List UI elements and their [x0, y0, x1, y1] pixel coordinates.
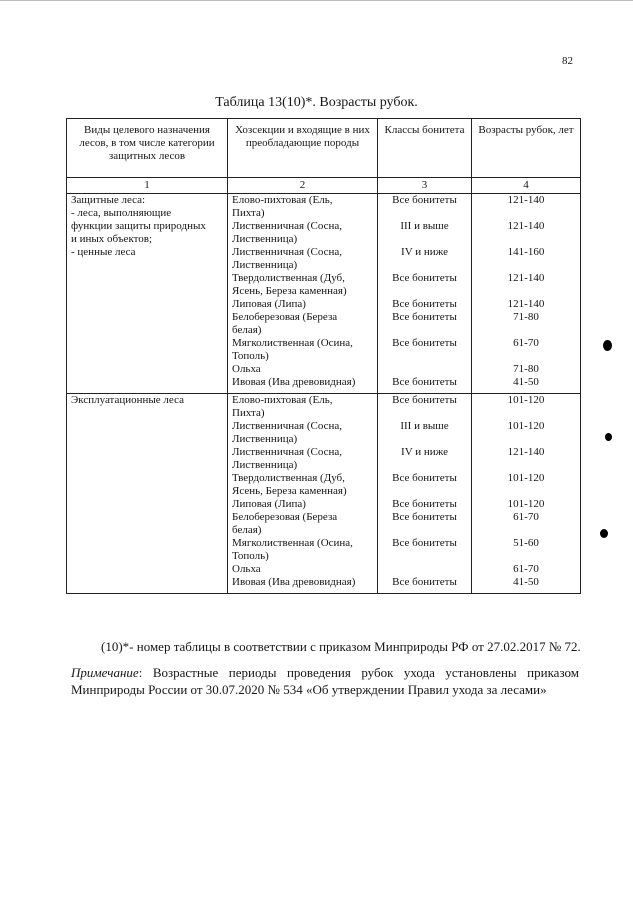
- category-line: функции защиты природных: [71, 220, 206, 232]
- species-line: Лиственница): [232, 459, 298, 471]
- species-entry: [232, 537, 373, 563]
- species-entry: [232, 363, 373, 376]
- group-spacer: [476, 389, 576, 393]
- species-line: Пихта): [232, 407, 265, 419]
- age-value: 101-120: [507, 420, 545, 432]
- column-number: 1: [67, 178, 228, 194]
- species-entry: [232, 563, 373, 576]
- class-value: Все бонитеты: [392, 394, 457, 406]
- group-spacer: [232, 589, 373, 593]
- age-value: 121-140: [507, 220, 545, 232]
- species-line: Белоберезовая (Береза: [232, 511, 338, 523]
- header-species: Хозсекции и входящие в них преобладающие породы: [228, 119, 378, 178]
- age-value: 51-60: [513, 537, 539, 549]
- species-line: Лиственничная (Сосна,: [232, 446, 342, 458]
- species-entry: [232, 420, 373, 446]
- page-number: 82: [562, 55, 573, 67]
- species-line: Белоберезовая (Береза: [232, 311, 338, 323]
- species-line: Мягколиственная (Осина,: [232, 537, 353, 549]
- species-line: Ясень, Береза каменная): [232, 485, 347, 497]
- table-header-row: [67, 119, 581, 178]
- age-cell: [472, 194, 581, 394]
- species-line: белая): [232, 324, 262, 336]
- species-line: Лиственница): [232, 233, 298, 245]
- species-line: Лиственничная (Сосна,: [232, 220, 342, 232]
- header-class: Классы бонитета: [378, 119, 472, 178]
- species-entry: [232, 298, 373, 311]
- column-number: 3: [378, 178, 472, 194]
- species-entry: [232, 472, 373, 498]
- column-number: 2: [228, 178, 378, 194]
- class-value: [382, 363, 467, 376]
- species-line: Ольха: [232, 563, 261, 575]
- species-line: Ивовая (Ива древовидная): [232, 376, 356, 388]
- species-entry: [232, 376, 373, 389]
- category-line: и иных объектов;: [71, 233, 153, 245]
- species-entry: [232, 311, 373, 337]
- category-cell: [67, 394, 228, 594]
- species-line: Липовая (Липа): [232, 298, 306, 310]
- species-cell: [228, 194, 378, 394]
- age-value: 61-70: [513, 563, 539, 575]
- header-age: Возрасты рубок, лет: [472, 119, 581, 178]
- note-paragraph: [71, 664, 579, 698]
- species-line: Лиственница): [232, 433, 298, 445]
- age-value: 71-80: [513, 363, 539, 375]
- column-number-row: [67, 178, 581, 194]
- species-entry: [232, 446, 373, 472]
- class-value: Все бонитеты: [392, 311, 457, 323]
- age-value: 141-160: [507, 246, 545, 258]
- column-number: 4: [472, 178, 581, 194]
- class-cell: [378, 394, 472, 594]
- table-footnote: (10)*- номер таблицы в соответствии с приказом Минприроды РФ от 27.02.2017 № 72.: [101, 639, 581, 654]
- species-line: Твердолиственная (Дуб,: [232, 472, 345, 484]
- note-label: Примечание: [71, 665, 139, 680]
- species-entry: [232, 220, 373, 246]
- species-line: Липовая (Липа): [232, 498, 306, 510]
- age-value: 71-80: [513, 311, 539, 323]
- category-line: Эксплуатационные леса: [71, 394, 184, 406]
- species-line: Ольха: [232, 363, 261, 375]
- species-line: Мягколиственная (Осина,: [232, 337, 353, 349]
- class-value: III и выше: [400, 420, 449, 432]
- species-line: Ясень, Береза каменная): [232, 285, 347, 297]
- class-value: III и выше: [400, 220, 449, 232]
- category-line: - леса, выполняющие: [71, 207, 172, 219]
- species-line: Елово-пихтовая (Ель,: [232, 394, 333, 406]
- species-line: Ивовая (Ива древовидная): [232, 576, 356, 588]
- age-value: 101-120: [507, 394, 545, 406]
- species-line: Пихта): [232, 207, 265, 219]
- class-value: [382, 563, 467, 576]
- class-value: Все бонитеты: [392, 376, 457, 388]
- punch-hole-mark: [605, 433, 612, 441]
- species-entry: [232, 246, 373, 272]
- table-title: Таблица 13(10)*. Возрасты рубок.: [215, 95, 418, 110]
- category-cell: [67, 194, 228, 394]
- age-value: 101-120: [507, 472, 545, 484]
- species-line: Лиственничная (Сосна,: [232, 246, 342, 258]
- species-entry: [232, 272, 373, 298]
- class-value: Все бонитеты: [392, 272, 457, 284]
- species-line: Тополь): [232, 350, 269, 362]
- group-spacer: [476, 589, 576, 593]
- age-value: 41-50: [513, 376, 539, 388]
- species-line: Лиственница): [232, 259, 298, 271]
- species-entry: [232, 511, 373, 537]
- species-cell: [228, 394, 378, 594]
- age-value: 41-50: [513, 576, 539, 588]
- header-purpose: Виды целевого назначения лесов, в том числе категории защитных лесов: [67, 119, 228, 178]
- top-rule: [0, 0, 633, 1]
- age-value: 101-120: [507, 498, 545, 510]
- class-value: Все бонитеты: [392, 337, 457, 349]
- species-line: Тополь): [232, 550, 269, 562]
- class-value: Все бонитеты: [392, 298, 457, 310]
- cutting-ages-table: [66, 118, 581, 594]
- class-value: Все бонитеты: [392, 576, 457, 588]
- category-line: - ценные леса: [71, 246, 136, 258]
- species-line: Лиственничная (Сосна,: [232, 420, 342, 432]
- punch-hole-mark: [603, 340, 612, 351]
- class-value: IV и ниже: [401, 446, 448, 458]
- class-value: Все бонитеты: [392, 498, 457, 510]
- age-value: 121-140: [507, 298, 545, 310]
- class-value: IV и ниже: [401, 246, 448, 258]
- age-value: 61-70: [513, 511, 539, 523]
- class-cell: [378, 194, 472, 394]
- group-spacer: [382, 389, 467, 393]
- species-entry: [232, 576, 373, 589]
- class-value: Все бонитеты: [392, 472, 457, 484]
- protective-forests-group: [67, 194, 581, 394]
- class-value: Все бонитеты: [392, 194, 457, 206]
- species-entry: [232, 194, 373, 220]
- species-entry: [232, 394, 373, 420]
- species-line: Твердолиственная (Дуб,: [232, 272, 345, 284]
- age-value: 61-70: [513, 337, 539, 349]
- age-value: 121-140: [507, 272, 545, 284]
- species-line: Елово-пихтовая (Ель,: [232, 194, 333, 206]
- species-entry: [232, 337, 373, 363]
- species-line: белая): [232, 524, 262, 536]
- punch-hole-mark: [600, 529, 608, 538]
- group-spacer: [382, 589, 467, 593]
- age-value: 121-140: [507, 194, 545, 206]
- species-entry: [232, 498, 373, 511]
- category-line: Защитные леса:: [71, 194, 146, 206]
- class-value: Все бонитеты: [392, 511, 457, 523]
- note-text: : Возрастные периоды проведения рубок ухода установлены приказом Минприроды России от 30.07.2020 № 534 «Об утверждении Правил ухода за лесами»: [71, 665, 579, 697]
- age-value: 121-140: [507, 446, 545, 458]
- class-value: Все бонитеты: [392, 537, 457, 549]
- age-cell: [472, 394, 581, 594]
- exploitation-forests-group: [67, 394, 581, 594]
- group-spacer: [232, 389, 373, 393]
